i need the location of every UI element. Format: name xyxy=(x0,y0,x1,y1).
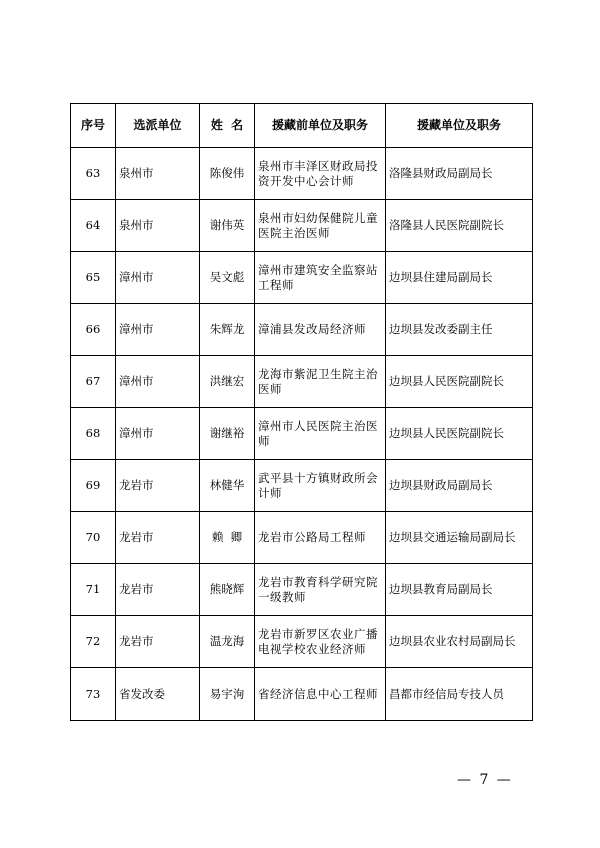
table-row xyxy=(71,616,533,668)
cell-new-position: 洛隆县财政局副局长 xyxy=(386,148,533,200)
cell-no: 66 xyxy=(71,304,116,356)
personnel-table xyxy=(70,103,533,721)
table-row xyxy=(71,408,533,460)
cell-no: 65 xyxy=(71,252,116,304)
cell-new-position: 边坝县人民医院副院长 xyxy=(386,408,533,460)
cell-unit: 泉州市 xyxy=(116,148,200,200)
header-prev-position: 援藏前单位及职务 xyxy=(255,104,386,148)
cell-prev-position: 漳浦县发改局经济师 xyxy=(255,304,386,356)
cell-no: 68 xyxy=(71,408,116,460)
cell-unit: 漳州市 xyxy=(116,408,200,460)
cell-no: 73 xyxy=(71,668,116,721)
table-row xyxy=(71,252,533,304)
cell-name: 陈俊伟 xyxy=(200,148,255,200)
cell-prev-position: 龙岩市教育科学研究院一级教师 xyxy=(255,564,386,616)
cell-unit: 龙岩市 xyxy=(116,512,200,564)
cell-unit: 漳州市 xyxy=(116,356,200,408)
cell-prev-position: 武平县十方镇财政所会计师 xyxy=(255,460,386,512)
cell-new-position: 洛隆县人民医院副院长 xyxy=(386,200,533,252)
cell-unit: 省发改委 xyxy=(116,668,200,721)
table-row xyxy=(71,668,533,721)
cell-unit: 泉州市 xyxy=(116,200,200,252)
cell-prev-position: 泉州市丰泽区财政局投资开发中心会计师 xyxy=(255,148,386,200)
cell-no: 64 xyxy=(71,200,116,252)
cell-name: 赖 卿 xyxy=(200,512,255,564)
cell-unit: 龙岩市 xyxy=(116,564,200,616)
cell-prev-position: 龙岩市新罗区农业广播电视学校农业经济师 xyxy=(255,616,386,668)
cell-name: 易宇洵 xyxy=(200,668,255,721)
header-new-position: 援藏单位及职务 xyxy=(386,104,533,148)
cell-new-position: 边坝县教育局副局长 xyxy=(386,564,533,616)
cell-new-position: 边坝县农业农村局副局长 xyxy=(386,616,533,668)
cell-new-position: 昌都市经信局专技人员 xyxy=(386,668,533,721)
cell-name: 朱辉龙 xyxy=(200,304,255,356)
cell-new-position: 边坝县交通运输局副局长 xyxy=(386,512,533,564)
cell-name: 洪继宏 xyxy=(200,356,255,408)
header-no: 序号 xyxy=(71,104,116,148)
table-row xyxy=(71,304,533,356)
cell-no: 72 xyxy=(71,616,116,668)
cell-prev-position: 龙海市紫泥卫生院主治医师 xyxy=(255,356,386,408)
cell-unit: 龙岩市 xyxy=(116,460,200,512)
table-header-row xyxy=(71,104,533,148)
cell-name: 谢伟英 xyxy=(200,200,255,252)
table-row xyxy=(71,148,533,200)
cell-unit: 龙岩市 xyxy=(116,616,200,668)
cell-prev-position: 漳州市建筑安全监察站工程师 xyxy=(255,252,386,304)
cell-new-position: 边坝县住建局副局长 xyxy=(386,252,533,304)
cell-prev-position: 漳州市人民医院主治医师 xyxy=(255,408,386,460)
cell-no: 63 xyxy=(71,148,116,200)
cell-no: 70 xyxy=(71,512,116,564)
cell-prev-position: 省经济信息中心工程师 xyxy=(255,668,386,721)
table-row xyxy=(71,460,533,512)
cell-name: 吴文彪 xyxy=(200,252,255,304)
cell-name: 谢继裕 xyxy=(200,408,255,460)
cell-new-position: 边坝县财政局副局长 xyxy=(386,460,533,512)
cell-name: 熊晓辉 xyxy=(200,564,255,616)
header-unit: 选派单位 xyxy=(116,104,200,148)
table-row xyxy=(71,200,533,252)
cell-prev-position: 龙岩市公路局工程师 xyxy=(255,512,386,564)
cell-new-position: 边坝县发改委副主任 xyxy=(386,304,533,356)
cell-prev-position: 泉州市妇幼保健院儿童医院主治医师 xyxy=(255,200,386,252)
page-number: — 7 — xyxy=(457,772,513,788)
cell-no: 71 xyxy=(71,564,116,616)
header-name: 姓 名 xyxy=(200,104,255,148)
cell-new-position: 边坝县人民医院副院长 xyxy=(386,356,533,408)
table-row xyxy=(71,512,533,564)
cell-unit: 漳州市 xyxy=(116,304,200,356)
cell-name: 林健华 xyxy=(200,460,255,512)
cell-unit: 漳州市 xyxy=(116,252,200,304)
cell-name: 温龙海 xyxy=(200,616,255,668)
table-row xyxy=(71,564,533,616)
cell-no: 67 xyxy=(71,356,116,408)
cell-no: 69 xyxy=(71,460,116,512)
table-row xyxy=(71,356,533,408)
